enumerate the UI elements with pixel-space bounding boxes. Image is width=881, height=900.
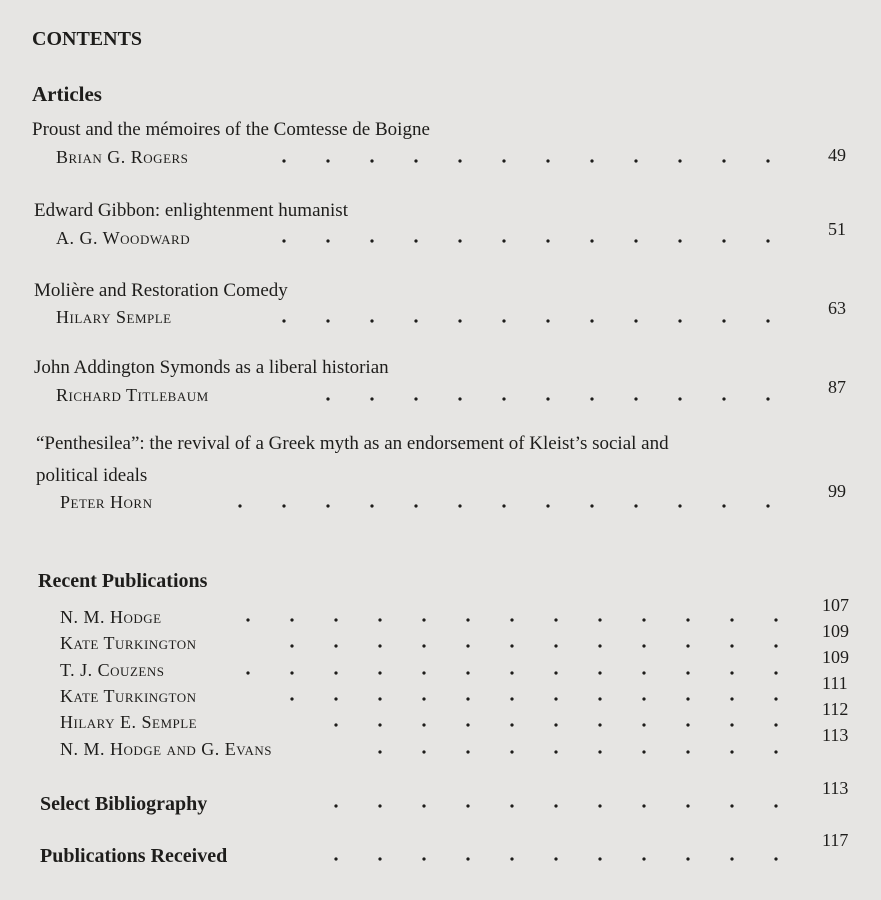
dot-leader xyxy=(270,640,810,652)
article-author: Brian G. Rogers xyxy=(56,147,189,167)
publication-page-number: 107 xyxy=(822,595,849,615)
dot-leader xyxy=(262,155,802,167)
article-page-number: 99 xyxy=(828,481,846,501)
publications-received-page-number: 117 xyxy=(822,830,849,850)
article-page-number: 87 xyxy=(828,377,846,397)
publication-author: N. M. Hodge and G. Evans xyxy=(60,739,272,759)
article-author: Hilary Semple xyxy=(56,307,172,327)
dot-leader xyxy=(358,746,810,758)
dot-leader xyxy=(226,614,810,626)
select-bibliography-label: Select Bibliography xyxy=(40,793,208,815)
select-bibliography-page-number: 113 xyxy=(822,778,849,798)
dot-leader xyxy=(218,500,802,512)
publication-author: Hilary E. Semple xyxy=(60,712,198,732)
article-author: Richard Titlebaum xyxy=(56,385,209,405)
article-author: A. G. Woodward xyxy=(56,228,191,248)
article-title-line-2: political ideals xyxy=(36,465,148,486)
article-page-number: 49 xyxy=(828,145,846,165)
dot-leader xyxy=(314,719,810,731)
article-page-number: 63 xyxy=(828,298,846,318)
publication-page-number: 112 xyxy=(822,699,849,719)
dot-leader xyxy=(314,853,810,865)
publication-author: T. J. Couzens xyxy=(60,660,165,680)
publications-received-label: Publications Received xyxy=(40,845,228,867)
dot-leader xyxy=(270,693,810,705)
article-title: John Addington Symonds as a liberal historian xyxy=(34,357,389,378)
publication-page-number: 111 xyxy=(822,673,848,693)
dot-leader xyxy=(306,393,802,405)
article-page-number: 51 xyxy=(828,219,846,239)
dot-leader xyxy=(262,315,802,327)
article-author: Peter Horn xyxy=(60,492,153,512)
dot-leader xyxy=(314,800,810,812)
article-title: Edward Gibbon: enlightenment humanist xyxy=(34,200,348,221)
article-title-line-1: “Penthesilea”: the revival of a Greek myth as an endorsement of Kleist’s social and xyxy=(36,433,669,454)
publication-page-number: 109 xyxy=(822,647,849,667)
articles-heading: Articles xyxy=(32,82,102,106)
dot-leader xyxy=(226,667,810,679)
publication-author: Kate Turkington xyxy=(60,633,197,653)
publication-author: N. M. Hodge xyxy=(60,607,162,627)
article-title: Proust and the mémoires of the Comtesse de Boigne xyxy=(32,119,430,140)
publication-page-number: 113 xyxy=(822,725,849,745)
contents-heading: CONTENTS xyxy=(32,28,143,50)
article-title: Molière and Restoration Comedy xyxy=(34,280,288,301)
recent-publications-heading: Recent Publications xyxy=(38,570,208,592)
dot-leader xyxy=(262,235,802,247)
publication-author: Kate Turkington xyxy=(60,686,197,706)
publication-page-number: 109 xyxy=(822,621,849,641)
